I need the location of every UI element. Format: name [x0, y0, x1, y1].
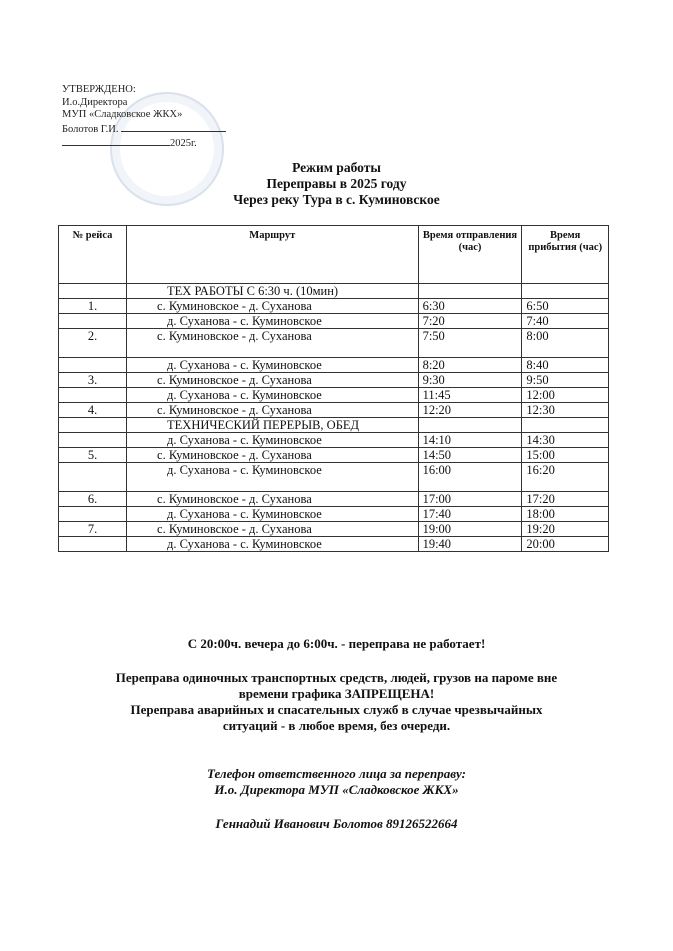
cell-arrival [522, 418, 609, 433]
emergency-note-line-2: ситуаций - в любое время, без очереди. [222, 718, 451, 733]
table-row [59, 433, 609, 448]
cell-trip-number: 1. [59, 299, 127, 314]
cell-trip-number [59, 388, 127, 403]
title-line-1: Режим работы [292, 160, 381, 175]
cell-route: д. Суханова - с. Куминовское [127, 537, 419, 552]
forbidden-note-line-1: Переправа одиночных транспортных средств, людей, грузов на пароме вне [115, 670, 558, 685]
cell-route: д. Суханова - с. Куминовское [127, 358, 419, 373]
table-row [59, 418, 609, 433]
cell-route: с. Куминовское - д. Суханова [127, 299, 419, 314]
contact-person-phone: Геннадий Иванович Болотов 89126522664 [215, 816, 458, 831]
table-row [59, 284, 609, 299]
cell-route: д. Суханова - с. Куминовское [127, 463, 419, 492]
header-route: Маршрут [127, 226, 419, 284]
cell-arrival: 8:40 [522, 358, 609, 373]
header-trip-number: № рейса [59, 226, 127, 284]
emergency-note-line-1: Переправа аварийных и спасательных служб в случае чрезвычайных [130, 702, 543, 717]
date-line [62, 136, 170, 146]
approval-signer [62, 122, 226, 137]
cell-arrival: 18:00 [522, 507, 609, 522]
cell-arrival: 6:50 [522, 299, 609, 314]
approval-position: И.о.Директора [62, 96, 128, 108]
cell-route: д. Суханова - с. Куминовское [127, 388, 419, 403]
table-row [59, 329, 609, 358]
cell-trip-number: 2. [59, 329, 127, 358]
cell-route: с. Куминовское - д. Суханова [127, 329, 419, 358]
cell-departure: 19:00 [418, 522, 522, 537]
cell-trip-number [59, 507, 127, 522]
table-row [59, 358, 609, 373]
schedule-body [59, 284, 609, 552]
cell-arrival: 17:20 [522, 492, 609, 507]
cell-trip-number: 6. [59, 492, 127, 507]
table-row [59, 492, 609, 507]
cell-trip-number [59, 418, 127, 433]
cell-arrival [522, 284, 609, 299]
table-row [59, 299, 609, 314]
approval-date [62, 136, 226, 151]
table-row [59, 537, 609, 552]
cell-trip-number [59, 358, 127, 373]
signature-line [121, 122, 226, 132]
cell-departure: 14:10 [418, 433, 522, 448]
table-row [59, 463, 609, 492]
cell-route: ТЕХ РАБОТЫ С 6:30 ч. (10мин) [127, 284, 419, 299]
table-row [59, 507, 609, 522]
cell-arrival: 14:30 [522, 433, 609, 448]
cell-departure: 8:20 [418, 358, 522, 373]
cell-departure: 16:00 [418, 463, 522, 492]
cell-route: ТЕХНИЧЕСКИЙ ПЕРЕРЫВ, ОБЕД [127, 418, 419, 433]
table-row [59, 373, 609, 388]
forbidden-note-line-2: времени графика ЗАПРЕЩЕНА! [238, 686, 435, 701]
cell-route: с. Куминовское - д. Суханова [127, 373, 419, 388]
cell-departure: 17:40 [418, 507, 522, 522]
cell-departure: 17:00 [418, 492, 522, 507]
cell-route: с. Куминовское - д. Суханова [127, 448, 419, 463]
cell-departure: 11:45 [418, 388, 522, 403]
table-row [59, 448, 609, 463]
cell-departure [418, 284, 522, 299]
table-row [59, 403, 609, 418]
title-line-3: Через реку Тура в с. Куминовское [233, 192, 440, 207]
cell-trip-number [59, 284, 127, 299]
cell-arrival: 8:00 [522, 329, 609, 358]
cell-route: д. Суханова - с. Куминовское [127, 314, 419, 329]
cell-trip-number [59, 314, 127, 329]
table-row [59, 314, 609, 329]
cell-departure: 14:50 [418, 448, 522, 463]
cell-arrival: 19:20 [522, 522, 609, 537]
approval-block [62, 84, 226, 151]
cell-arrival: 12:30 [522, 403, 609, 418]
cell-arrival: 7:40 [522, 314, 609, 329]
cell-trip-number: 7. [59, 522, 127, 537]
cell-trip-number: 5. [59, 448, 127, 463]
cell-arrival: 20:00 [522, 537, 609, 552]
cell-departure: 7:50 [418, 329, 522, 358]
cell-arrival: 16:20 [522, 463, 609, 492]
contact-block [0, 766, 673, 832]
cell-route: с. Куминовское - д. Суханова [127, 492, 419, 507]
cell-arrival: 12:00 [522, 388, 609, 403]
contact-heading: Телефон ответственного лица за переправу: [206, 766, 466, 781]
cell-trip-number: 4. [59, 403, 127, 418]
header-arrival: Время прибытия (час) [522, 226, 609, 284]
cell-departure: 12:20 [418, 403, 522, 418]
table-row [59, 388, 609, 403]
cell-route: д. Суханова - с. Куминовское [127, 433, 419, 448]
cell-route: д. Суханова - с. Куминовское [127, 507, 419, 522]
approval-organization: МУП «Сладковское ЖКХ» [62, 109, 183, 120]
cell-route: с. Куминовское - д. Суханова [127, 522, 419, 537]
document-title [0, 160, 673, 208]
night-closure-note: С 20:00ч. вечера до 6:00ч. - переправа не работает! [187, 636, 486, 651]
cell-departure: 19:40 [418, 537, 522, 552]
table-header-row [59, 226, 609, 284]
cell-departure: 9:30 [418, 373, 522, 388]
header-departure: Время отправления (час) [418, 226, 522, 284]
table-row [59, 522, 609, 537]
schedule-table [58, 225, 609, 552]
cell-trip-number [59, 433, 127, 448]
cell-arrival: 15:00 [522, 448, 609, 463]
notes-block [0, 636, 673, 734]
title-line-2: Переправы в 2025 году [266, 176, 407, 191]
approval-heading: УТВЕРЖДЕНО: [62, 84, 136, 95]
cell-departure [418, 418, 522, 433]
cell-arrival: 9:50 [522, 373, 609, 388]
cell-departure: 6:30 [418, 299, 522, 314]
cell-trip-number [59, 537, 127, 552]
approval-signer-name: Болотов Г.И. [62, 123, 119, 135]
cell-route: с. Куминовское - д. Суханова [127, 403, 419, 418]
approval-year: 2025г. [170, 138, 197, 149]
cell-trip-number [59, 463, 127, 492]
cell-trip-number: 3. [59, 373, 127, 388]
contact-organization: И.о. Директора МУП «Сладковское ЖКХ» [214, 782, 459, 797]
cell-departure: 7:20 [418, 314, 522, 329]
